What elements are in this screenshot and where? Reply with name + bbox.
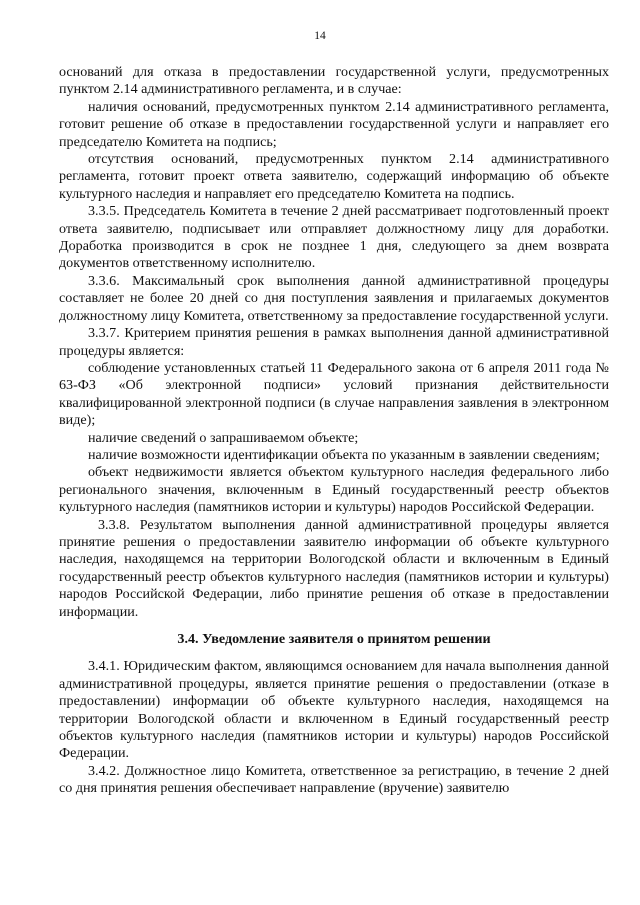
paragraph: объект недвижимости является объектом культурного наследия федерального либо регионального значения, включенным в Единый государственный реестр объектов культурного наследия (памятников истории и культуры) народов Российской Федерации. xyxy=(59,464,609,516)
paragraph: наличия оснований, предусмотренных пунктом 2.14 административного регламента, готовит решение об отказе в предоставлении государственной услуги и направляет его председателю Комитета на подпись; xyxy=(59,98,609,150)
paragraph: наличие сведений о запрашиваемом объекте; xyxy=(88,429,359,446)
paragraph: наличие возможности идентификации объекта по указанным в заявлении сведениям; xyxy=(88,446,600,463)
paragraph: 3.3.8. Результатом выполнения данной административной процедуры является принятие решения о предоставлении заявителю информации об объекте культурного наследия, находящемся на территории Вологодской области и включенным в Единый государственный реестр объектов культурного наследия (памятников истории и культуры) народов Российской Федерации, либо принятие решения об отказе в предоставлении информации. xyxy=(59,516,609,620)
paragraph: оснований для отказа в предоставлении государственной услуги, предусмотренных пунктом 2.14 административного регламента, и в случае: xyxy=(59,64,609,98)
paragraph: соблюдение установленных статьей 11 Федерального закона от 6 апреля 2011 года № 63-ФЗ «Об электронной подписи» условий признания действительности квалифицированной электронной подписи (в случае направления заявления в электронном виде); xyxy=(59,359,609,429)
page-number: 14 xyxy=(314,30,326,42)
paragraph: 3.3.5. Председатель Комитета в течение 2 дней рассматривает подготовленный проект ответа заявителю, подписывает или отправляет должностному лицу для доработки. Доработка производится в срок не позднее 1 дня, следующего за днем возврата документов ответственному исполнителю. xyxy=(59,203,609,272)
paragraph: 3.4.2. Должностное лицо Комитета, ответственное за регистрацию, в течение 2 дней со дня принятия решения обеспечивает направление (вручение) заявителю xyxy=(59,762,609,797)
paragraphs-after-heading xyxy=(59,658,609,797)
paragraph: 3.3.6. Максимальный срок выполнения данной административной процедуры составляет не более 20 дней со дня поступления заявления и прилагаемых документов должностному лицу Комитета, ответственному за предоставление государственной услуги. xyxy=(59,272,609,324)
paragraphs-before-heading xyxy=(59,64,609,621)
paragraph: 3.4.1. Юридическим фактом, являющимся основанием для начала выполнения данной административной процедуры, является принятие решения о предоставлении (отказе в предоставлении) информации об объекте культурного наследия, находящемся на территории Вологодской области и включенном в Единый государственный реестр объектов культурного наследия (памятников истории и культуры) народов Российской Федерации. xyxy=(59,658,609,762)
paragraph: отсутствия оснований, предусмотренных пунктом 2.14 административного регламента, готовит проект ответа заявителю, содержащий информацию об объекте культурного наследия и направляет его председателю Комитета на подпись. xyxy=(59,151,609,202)
section-heading: 3.4. Уведомление заявителя о принятом решении xyxy=(177,631,491,647)
paragraph: 3.3.7. Критерием принятия решения в рамках выполнения данной административной процедуры является: xyxy=(59,325,609,359)
document-body xyxy=(59,64,609,798)
